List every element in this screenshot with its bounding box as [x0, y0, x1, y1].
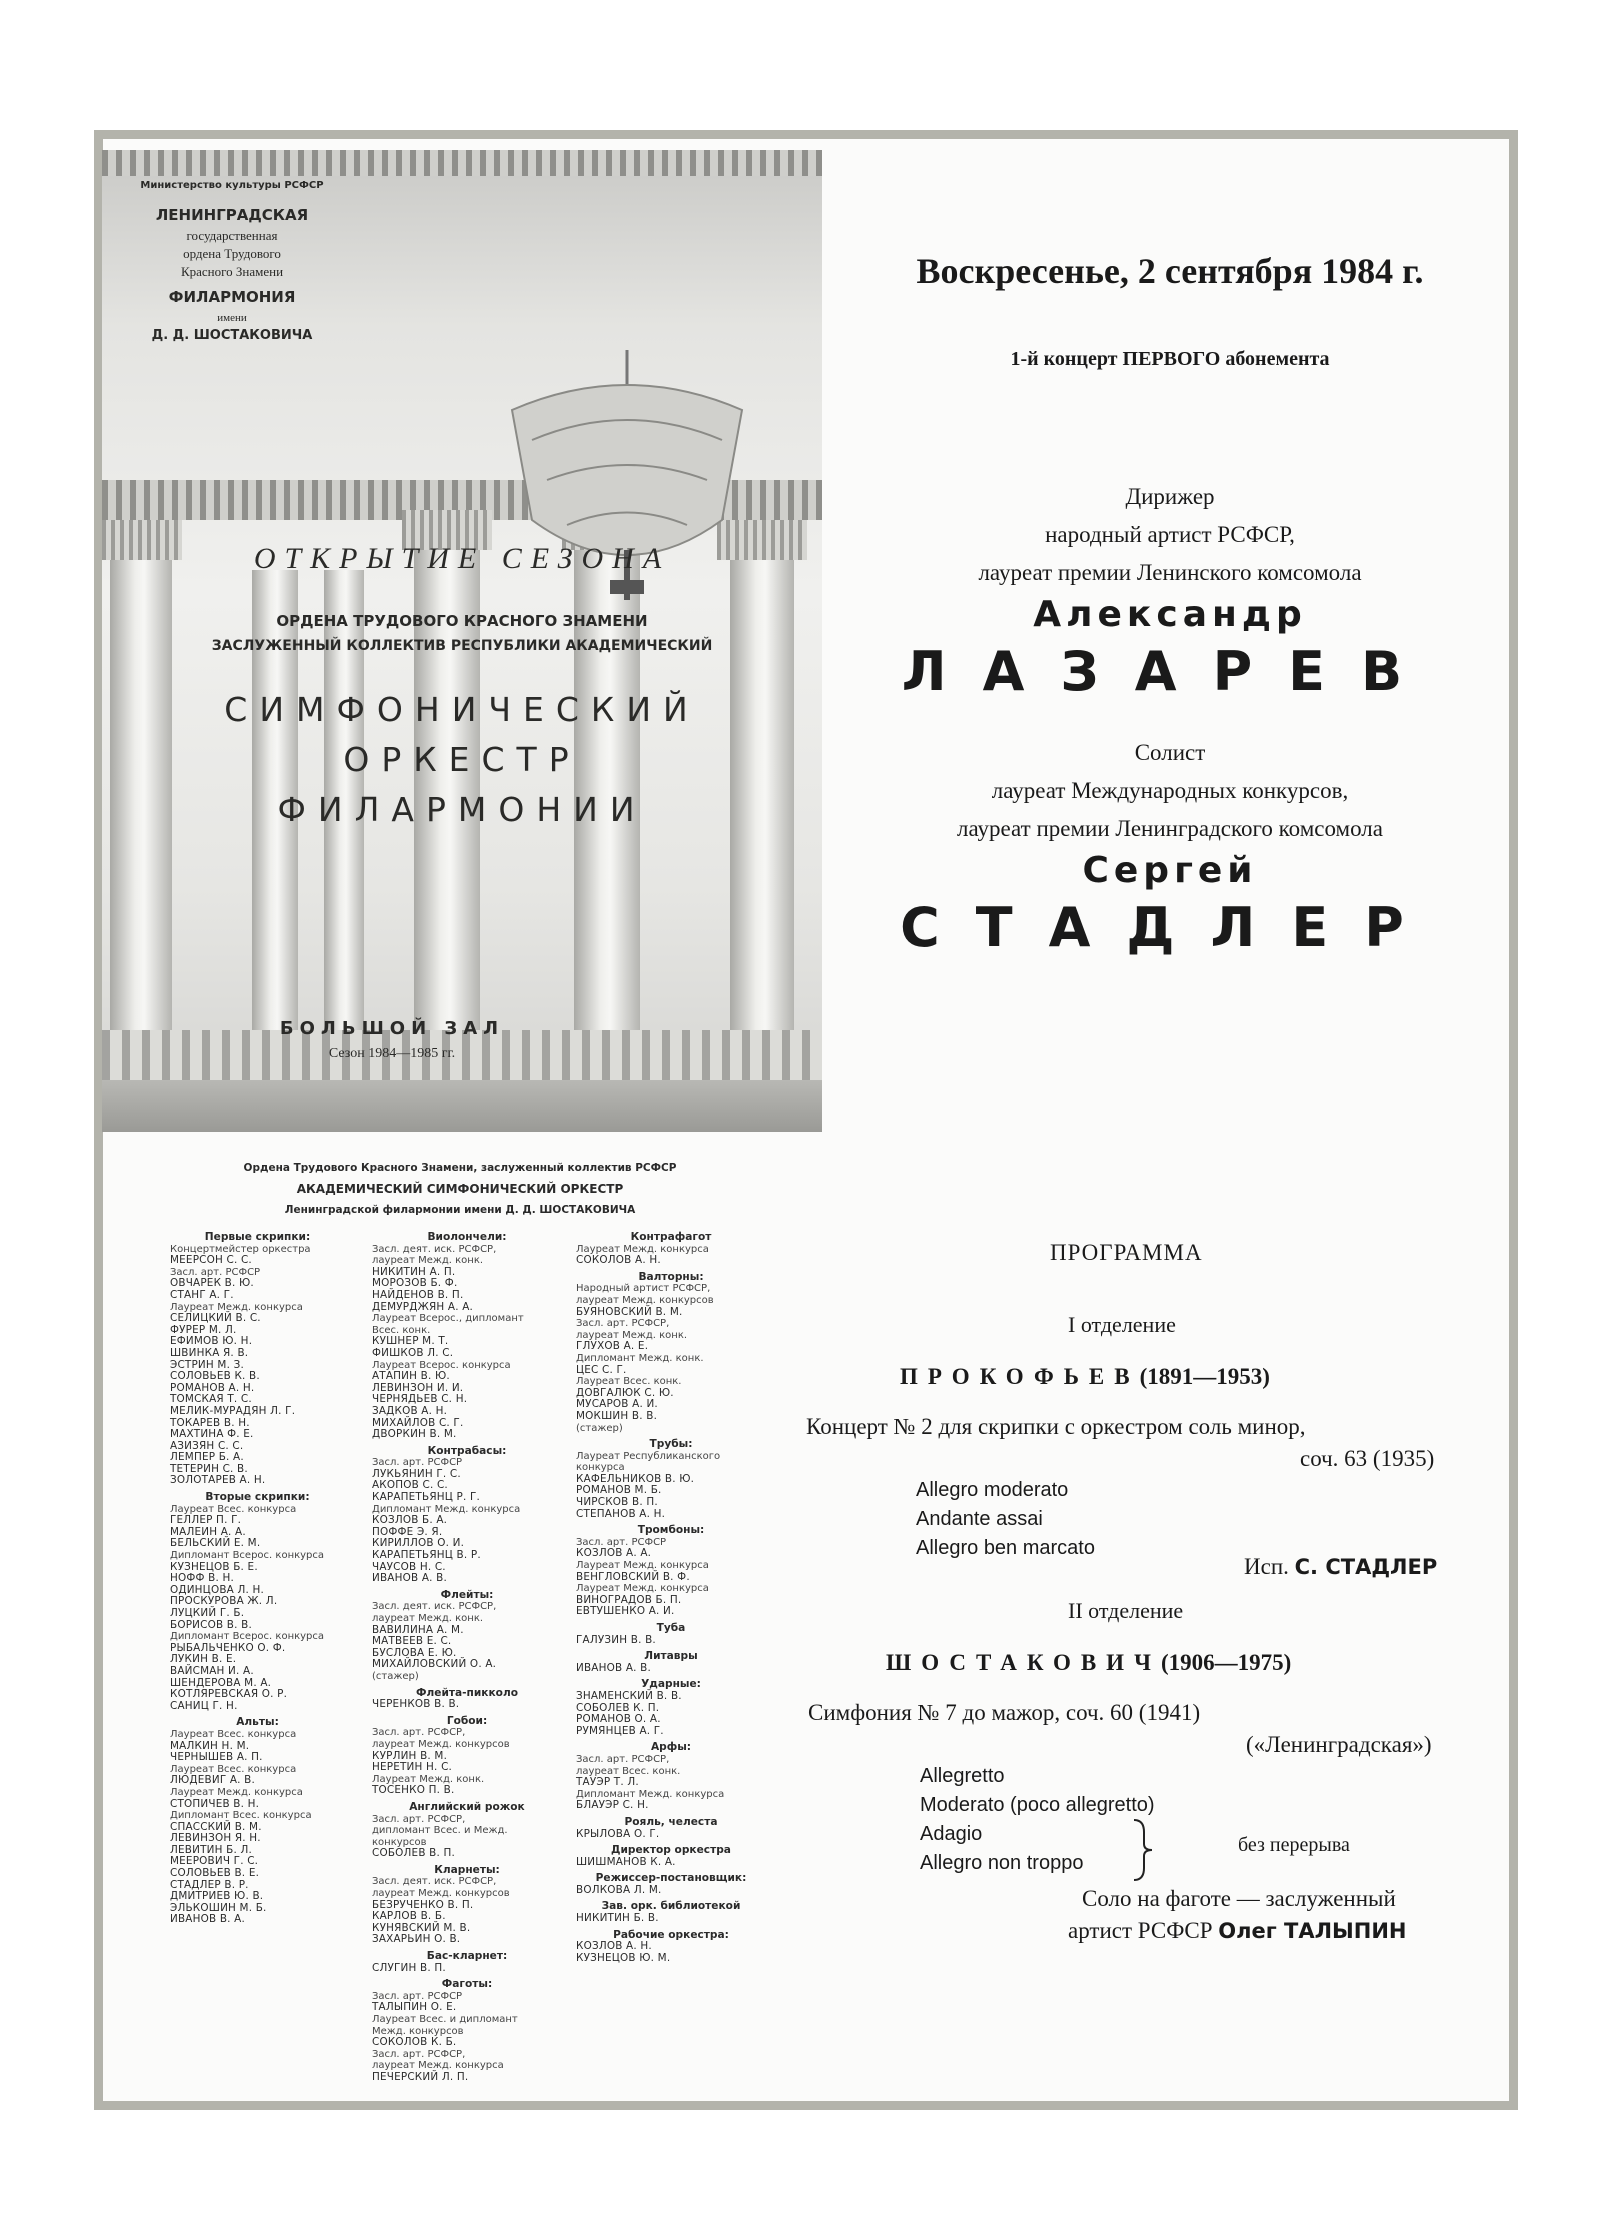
musician-name: СПАССКИЙ В. М. [170, 1820, 262, 1833]
musician-name: ЛЕВИНЗОН И. И. [372, 1381, 464, 1394]
musician-title: Межд. конкурсов [372, 2025, 464, 2037]
section-heading: Виолончели: [427, 1231, 507, 1243]
musician-name: ФУРЕР М. Л. [170, 1323, 237, 1336]
musician-name: БЕЛЬСКИЙ Е. М. [170, 1537, 261, 1550]
musician-name: БУСЛОВА Е. Ю. [372, 1646, 457, 1659]
section-heading: Трубы: [649, 1438, 693, 1451]
musician-title: Дипломант Всерос. конкурса [170, 1631, 325, 1643]
musician-name: ВОЛКОВА Л. М. [576, 1883, 662, 1896]
soloist-last-name: СТАДЛЕР [900, 896, 1440, 959]
musician-name: КИРИЛЛОВ О. И. [372, 1537, 465, 1550]
musician-name: МУСАРОВ А. И. [576, 1398, 658, 1411]
cover-orchestra-3: ФИЛАРМОНИИ [277, 790, 647, 829]
musician-name: МИХАЙЛОВ С. Г. [372, 1416, 464, 1429]
musician-name: ДЕМУРДЖЯН А. А. [372, 1300, 474, 1313]
musician-name: РУМЯНЦЕВ А. Г. [576, 1724, 664, 1737]
roster-header-1: Ордена Трудового Красного Знамени, заслуженный коллектив РСФСР [243, 1162, 677, 1174]
musician-name: МАХТИНА Ф. Е. [170, 1428, 254, 1441]
musician-title: Дипломант Межд. конк. [576, 1352, 704, 1364]
musician-title: Всес. конк. [372, 1324, 431, 1336]
musician-title: Лауреат Межд. конк. [372, 1773, 485, 1785]
musician-name: КУНЯВСКИЙ М. В. [372, 1921, 471, 1934]
musician-title: Дипломант Межд. конкурса [576, 1788, 725, 1800]
musician-name: БОРИСОВ В. В. [170, 1618, 252, 1631]
musician-title: Лауреат Всес. конк. [576, 1376, 682, 1388]
musician-name: ЕВТУШЕНКО А. И. [576, 1605, 675, 1618]
musician-name: МАЛЕИН А. А. [170, 1525, 246, 1538]
musician-title: лауреат Всес. конк. [576, 1765, 681, 1777]
musician-name: ОВЧАРЕК В. Ю. [170, 1277, 254, 1290]
section-heading: Туба [656, 1622, 686, 1634]
musician-title: Засл. арт. РСФСР [372, 1990, 463, 2002]
musician-name: ГАЛУЗИН В. В. [576, 1633, 656, 1646]
musician-name: МОРОЗОВ Б. Ф. [372, 1277, 458, 1290]
musician-name: КРЫЛОВА О. Г. [576, 1827, 660, 1840]
work-1-movement-3: Allegro ben marcato [916, 1537, 1095, 1559]
cover-org-line4: Красного Знамени [180, 264, 284, 279]
musician-name: РОМАНОВ М. Б. [576, 1484, 662, 1497]
section-heading: Фаготы: [441, 1978, 493, 1991]
musician-name: КАРАПЕТЬЯНЦ В. Р. [372, 1549, 481, 1562]
musician-name: КУЗНЕЦОВ Ю. М. [576, 1951, 671, 1964]
musician-name: ЧЕРНЫШЕВ А. П. [170, 1751, 263, 1764]
solo-note-2: артист РСФСР Олег ТАЛЫПИН [1068, 1918, 1407, 1943]
cover-org-line7: Д. Д. ШОСТАКОВИЧА [151, 328, 313, 343]
musician-name: КАФЕЛЬНИКОВ В. Ю. [576, 1472, 695, 1485]
musician-title: лауреат Межд. конк. [372, 1613, 484, 1624]
musician-title: Дипломант Межд. конкурса [372, 1503, 521, 1515]
musician-name: ШВИНКА Я. В. [170, 1346, 249, 1359]
frieze-top [102, 150, 822, 176]
musician-name: ЭЛЬКОШИН М. Б. [170, 1901, 267, 1914]
section-heading: Бас-кларнет: [426, 1950, 508, 1963]
cover-org-line2: государственная [186, 228, 278, 243]
musician-name: ОДИНЦОВА Л. Н. [170, 1583, 265, 1596]
musician-name: НЕРЕТИН Н. С. [372, 1761, 453, 1774]
conductor-role: Дирижер [1125, 484, 1215, 509]
musician-name: ТОМСКАЯ Т. С. [170, 1393, 252, 1406]
musician-title: Засл. деят. иск. РСФСР, [372, 1243, 497, 1255]
section-heading: Рояль, челеста [624, 1815, 718, 1828]
concert-subscription: 1-й концерт ПЕРВОГО абонемента [1010, 348, 1330, 370]
musician-name: МЕЛИК-МУРАДЯН Л. Г. [170, 1404, 296, 1417]
composer-2-name: ШОСТАКОВИЧ [886, 1650, 1161, 1675]
composer-1-name: ПРОКОФЬЕВ [900, 1364, 1140, 1389]
section-heading: Контрафагот [630, 1231, 712, 1243]
musician-name: ДОВГАЛЮК С. Ю. [576, 1386, 674, 1399]
musician-title: лауреат Межд. конк. [372, 1255, 484, 1267]
musician-name: ТАЛЫПИН О. Е. [372, 2001, 457, 2014]
musician-name: СЛУГИН В. П. [372, 1961, 446, 1974]
composer-1-years: (1891—1953) [1139, 1364, 1270, 1389]
cover-season: Сезон 1984—1985 гг. [328, 1046, 456, 1061]
musician-name: ПОФФЕ Э. Я. [372, 1525, 443, 1538]
work-2-subtitle: («Ленинградская») [1246, 1732, 1432, 1757]
cover-org-line3: ордена Трудового [183, 246, 281, 261]
cover-orchestra-1: СИМФОНИЧЕСКИЙ [224, 690, 700, 729]
musician-name: ЛЕВИНЗОН Я. Н. [170, 1832, 261, 1845]
musician-name: ВЕНГЛОВСКИЙ В. Ф. [576, 1570, 690, 1583]
musician-name: КУРЛИН В. М. [372, 1749, 448, 1762]
musician-name: ДВОРКИН В. М. [372, 1428, 457, 1441]
musician-title: лауреат Межд. конкурсов [372, 1888, 510, 1900]
musician-name: КОЗЛОВ Б. А. [372, 1514, 448, 1527]
section-heading: Кларнеты: [434, 1863, 500, 1876]
musician-title: Лауреат Всес. конкурса [170, 1763, 297, 1775]
soloist-title-2: лауреат премии Ленинградского комсомола [957, 816, 1383, 841]
work-1-movement-2: Andante assai [916, 1508, 1043, 1530]
cover-hall: БОЛЬШОЙ ЗАЛ [279, 1018, 505, 1039]
musician-name: СОКОЛОВ А. Н. [576, 1254, 661, 1267]
musician-name: САНИЦ Г. Н. [170, 1699, 238, 1712]
cover-orchestra-2: ОРКЕСТР [343, 740, 581, 779]
musician-name: МАЛКИН Н. М. [170, 1739, 250, 1752]
soloist-role: Солист [1134, 740, 1206, 765]
musician-name: ГЛУХОВ А. Е. [576, 1340, 649, 1353]
musician-name: НОФФ В. Н. [170, 1572, 235, 1585]
musician-name: КАРЛОВ В. Б. [372, 1910, 446, 1923]
musician-name: АКОПОВ С. С. [372, 1479, 448, 1492]
section-heading: Арфы: [650, 1741, 692, 1754]
musician-name: ЧЕРЕНКОВ В. В. [372, 1698, 460, 1711]
musician-title: Засл. арт. РСФСР, [372, 2048, 466, 2060]
musician-title: (стажер) [576, 1422, 623, 1434]
musician-name: РОМАНОВ О. А. [576, 1713, 661, 1726]
roster-header [110, 1162, 810, 1216]
musician-name: ШЕНДЕРОВА М. А. [170, 1676, 272, 1689]
musician-name: СТАНГ А. Г. [170, 1288, 234, 1301]
musician-name: РОМАНОВ А. Н. [170, 1381, 255, 1394]
musician-title: лауреат Межд. конк. [576, 1329, 688, 1341]
composer-2 [886, 1650, 1291, 1676]
musician-name: ЧАУСОВ Н. С. [372, 1560, 446, 1573]
musician-name: ЛУКЬЯНИН Г. С. [372, 1467, 461, 1480]
musician-name: ЗАХАРЬИН О. В. [372, 1933, 461, 1946]
musician-title: Засл. деят. иск. РСФСР, [372, 1876, 497, 1888]
musician-title: дипломант Всес. и Межд. [372, 1825, 508, 1837]
musician-name: ЗНАМЕНСКИЙ В. В. [576, 1689, 682, 1702]
musician-name: ТОСЕНКО П. В. [372, 1784, 455, 1797]
musician-name: СОКОЛОВ К. Б. [372, 2036, 457, 2049]
musician-name: ТОКАРЕВ В. Н. [170, 1416, 250, 1429]
work-1-movements [916, 1476, 1095, 1563]
composer-1 [900, 1364, 1270, 1390]
musician-name: АЗИЗЯН С. С. [170, 1439, 244, 1452]
musician-title: Лауреат Межд. конкурса [170, 1786, 303, 1798]
musician-name: ПЕЧЕРСКИЙ Л. П. [372, 2070, 469, 2083]
cover-season-open: ОТКРЫТИЕ СЕЗОНА [253, 542, 671, 575]
section-heading: Флейты: [440, 1588, 494, 1601]
work-2-movement-2: Moderato (poco allegretto) [920, 1794, 1155, 1816]
musician-name: НИКИТИН Б. В. [576, 1912, 659, 1925]
roster-header-3: Ленинградской филармонии имени Д. Д. ШОСТАКОВИЧА [284, 1204, 636, 1216]
musician-title: Лауреат Межд. конкурса [576, 1583, 709, 1595]
cover-ministry: Министерство культуры РСФСР [140, 180, 324, 191]
section-heading: Ударные: [641, 1678, 701, 1691]
cover-merit: ЗАСЛУЖЕННЫЙ КОЛЛЕКТИВ РЕСПУБЛИКИ АКАДЕМИЧЕСКИЙ [211, 638, 713, 654]
section-heading: Английский рожок [409, 1800, 525, 1813]
part-1-label: I отделение [1068, 1312, 1176, 1337]
musician-title: Засл. арт. РСФСР, [576, 1753, 670, 1765]
roster-column-1 [170, 1232, 345, 1926]
soloist-first-name: Сергей [1082, 850, 1258, 891]
musician-name: КАРАПЕТЬЯНЦ Р. Г. [372, 1491, 481, 1504]
musician-name: ИВАНОВ А. В. [372, 1572, 447, 1585]
musician-name: ЛЮДЕВИГ А. В. [170, 1774, 255, 1787]
musician-name: ИВАНОВ В. А. [170, 1913, 245, 1926]
section-heading: Литавры [644, 1650, 698, 1663]
solo-note-1: Соло на фаготе — заслуженный [1082, 1886, 1396, 1911]
roster-header-2: АКАДЕМИЧЕСКИЙ СИМФОНИЧЕСКИЙ ОРКЕСТР [296, 1182, 624, 1196]
musician-name: АТАПИН В. Ю. [372, 1370, 450, 1383]
cover-photo [102, 150, 822, 1132]
program-title: ПРОГРАММА [1050, 1240, 1203, 1265]
musician-title: Лауреат Межд. конкурса [576, 1243, 709, 1255]
brace-icon [1130, 1818, 1158, 1882]
musician-name: ЧИРСКОВ В. П. [576, 1496, 658, 1509]
musician-name: ЭСТРИН М. З. [170, 1358, 244, 1371]
musician-name: ЕФИМОВ Ю. Н. [170, 1335, 253, 1348]
section-heading: Валторны: [638, 1270, 704, 1283]
musician-name: ЛЕВИТИН Б. Л. [170, 1843, 252, 1856]
musician-title: Засл. арт. РСФСР [576, 1536, 667, 1548]
musician-title: Лауреат Всес. конкурса [170, 1728, 297, 1740]
conductor-title-1: народный артист РСФСР, [1045, 522, 1295, 547]
musician-name: ВАВИЛИНА А. М. [372, 1623, 464, 1636]
musician-name: НИКИТИН А. П. [372, 1265, 456, 1278]
musician-name: КУЗНЕЦОВ Б. Е. [170, 1560, 258, 1573]
work-2-movement-3: Adagio [920, 1823, 983, 1845]
musician-name: ФИШКОВ Л. С. [372, 1346, 454, 1359]
concert-date: Воскресенье, 2 сентября 1984 г. [916, 251, 1424, 291]
musician-title: Дипломант Всес. конкурса [170, 1810, 312, 1822]
musician-title: Дипломант Всерос. конкурса [170, 1550, 325, 1562]
musician-title: лауреат Межд. конкурсов [372, 1738, 510, 1750]
musician-name: СОЛОВЬЕВ К. В. [170, 1370, 260, 1383]
section-heading: Зав. орк. библиотекой [601, 1900, 741, 1913]
work-2-title: Симфония № 7 до мажор, соч. 60 (1941) [808, 1700, 1201, 1725]
musician-name: МИХАЙЛОВСКИЙ О. А. [372, 1658, 497, 1671]
musician-title: конкурса [576, 1462, 625, 1474]
musician-name: МЕЕРОВИЧ Г. С. [170, 1855, 259, 1868]
musician-title: Лауреат Всерос. конкурса [372, 1359, 511, 1371]
musician-name: КУШНЕР М. Т. [372, 1335, 449, 1348]
musician-name: ТЕТЕРИН С. В. [170, 1462, 248, 1475]
conductor-last-name: ЛАЗАРЕВ [901, 640, 1439, 703]
musician-title: Лауреат Всес. и дипломант [372, 2014, 518, 2025]
musician-name: ЛЕМПЕР Б. А. [170, 1451, 244, 1464]
musician-name: КОЗЛОВ А. А. [576, 1547, 652, 1560]
musician-title: Засл. арт. РСФСР, [576, 1318, 670, 1330]
roster-column-3 [576, 1232, 766, 1964]
musician-title: Засл. арт. РСФСР [372, 1457, 463, 1469]
musician-title: Лауреат Республиканского [576, 1450, 721, 1462]
section-heading: Альты: [236, 1716, 279, 1729]
musician-name: ЦЕС С. Г. [576, 1363, 627, 1376]
musician-name: ТАУЭР Т. Л. [576, 1776, 639, 1789]
musician-name: ЗОЛОТАРЕВ А. Н. [170, 1474, 266, 1487]
musician-name: СОБОЛЕВ В. П. [372, 1847, 456, 1860]
musician-title: Лауреат Межд. конкурса [170, 1301, 303, 1313]
musician-title: Засл. арт. РСФСР, [372, 1727, 466, 1739]
musician-name: ВИНОГРАДОВ Б. П. [576, 1593, 682, 1606]
musician-name: ДМИТРИЕВ Ю. В. [170, 1890, 264, 1903]
musician-name: СТЕПАНОВ А. Н. [576, 1507, 666, 1520]
musician-name: СЕЛИЦКИЙ В. С. [170, 1312, 261, 1325]
musician-name: КОТЛЯРЕВСКАЯ О. Р. [170, 1688, 288, 1701]
roster-column-2 [372, 1232, 562, 2084]
musician-name: СОБОЛЕВ К. П. [576, 1701, 660, 1714]
cover-org-line1: ЛЕНИНГРАДСКАЯ [155, 206, 309, 224]
work-2-movement-1: Allegretto [920, 1765, 1005, 1787]
musician-name: ШИШМАНОВ К. А. [576, 1855, 676, 1868]
musician-name: ЛУКИН В. Е. [170, 1653, 237, 1666]
work-1-movement-1: Allegro moderato [916, 1479, 1069, 1501]
section-heading: Режиссер-постановщик: [595, 1872, 747, 1885]
work-1-opus: соч. 63 (1935) [1300, 1446, 1435, 1471]
cover-order: ОРДЕНА ТРУДОВОГО КРАСНОГО ЗНАМЕНИ [276, 612, 648, 630]
composer-2-years: (1906—1975) [1160, 1650, 1292, 1675]
musician-name: НАЙДЕНОВ В. П. [372, 1288, 464, 1301]
musician-name: РЫБАЛЬЧЕНКО О. Ф. [170, 1641, 286, 1654]
section-heading: Вторые скрипки: [205, 1491, 310, 1504]
section-heading: Тромбоны: [637, 1524, 705, 1537]
musician-title: Народный артист РСФСР, [576, 1283, 711, 1295]
musician-name: СТОПИЧЕВ В. Н. [170, 1797, 260, 1810]
section-heading: Гобои: [446, 1714, 488, 1727]
musician-name: БЛАУЭР С. Н. [576, 1799, 649, 1812]
musician-title: Лауреат Всес. конкурса [170, 1503, 297, 1515]
musician-name: СТАДЛЕР В. Р. [170, 1878, 249, 1891]
conductor-title-2: лауреат премии Ленинского комсомола [978, 560, 1362, 585]
musician-title: Лауреат Всерос., дипломант [372, 1313, 524, 1325]
section-heading: Контрабасы: [427, 1444, 507, 1457]
musician-name: БЕЗРУЧЕНКО В. П. [372, 1898, 474, 1911]
work-1-title: Концерт № 2 для скрипки с оркестром соль минор, [806, 1414, 1306, 1439]
section-heading: Первые скрипки: [204, 1231, 311, 1243]
conductor-first-name: Александр [1033, 594, 1307, 635]
work-2-movements [920, 1762, 1155, 1878]
musician-name: ЛУЦКИЙ Г. Б. [170, 1607, 245, 1619]
musician-title: лауреат Межд. конкурсов [576, 1294, 714, 1306]
musician-title: лауреат Межд. конкурса [372, 2060, 504, 2072]
musician-name: СОЛОВЬЕВ В. Е. [170, 1867, 260, 1880]
part-2-label: II отделение [1068, 1598, 1184, 1623]
section-heading: Рабочие оркестра: [613, 1928, 729, 1941]
cover-org-line6: имени [217, 312, 247, 324]
work-2-movement-4: Allegro non troppo [920, 1852, 1084, 1874]
musician-title: Засл. деят. иск. РСФСР, [372, 1601, 497, 1613]
musician-name: ЧЕРНЯДЬЕВ С. Н. [372, 1393, 468, 1406]
musician-title: Концертмейстер оркестра [170, 1243, 311, 1255]
musician-name: ЗАДКОВ А. Н. [372, 1404, 448, 1417]
musician-title: Засл. арт. РСФСР [170, 1266, 261, 1278]
section-heading: Директор оркестра [611, 1844, 731, 1857]
musician-name: КОЗЛОВ А. Н. [576, 1940, 652, 1953]
musician-name: МАТВЕЕВ Е. С. [372, 1635, 452, 1648]
musician-name: ПРОСКУРОВА Ж. Л. [170, 1595, 278, 1608]
musician-title: Засл. арт. РСФСР, [372, 1813, 466, 1825]
no-break-note: без перерыва [1238, 1834, 1350, 1856]
performer: Исп. С. СТАДЛЕР [1244, 1554, 1438, 1579]
soloist-title-1: лауреат Международных конкурсов, [991, 778, 1349, 803]
musician-title: (стажер) [372, 1670, 419, 1682]
musician-name: ИВАНОВ А. В. [576, 1661, 651, 1674]
musician-name: МОКШИН В. В. [576, 1409, 658, 1422]
cover-org-line5: ФИЛАРМОНИЯ [168, 288, 296, 306]
musician-title: конкурсов [372, 1836, 427, 1848]
musician-name: ГЕЛЛЕР П. Г. [170, 1514, 242, 1527]
section-heading: Флейта-пикколо [416, 1686, 518, 1699]
musician-title: Лауреат Межд. конкурса [576, 1560, 709, 1572]
musician-name: МЕЕРСОН С. С. [170, 1254, 252, 1267]
musician-name: ВАЙСМАН И. А. [170, 1664, 254, 1677]
musician-name: БУЯНОВСКИЙ В. М. [576, 1305, 683, 1318]
